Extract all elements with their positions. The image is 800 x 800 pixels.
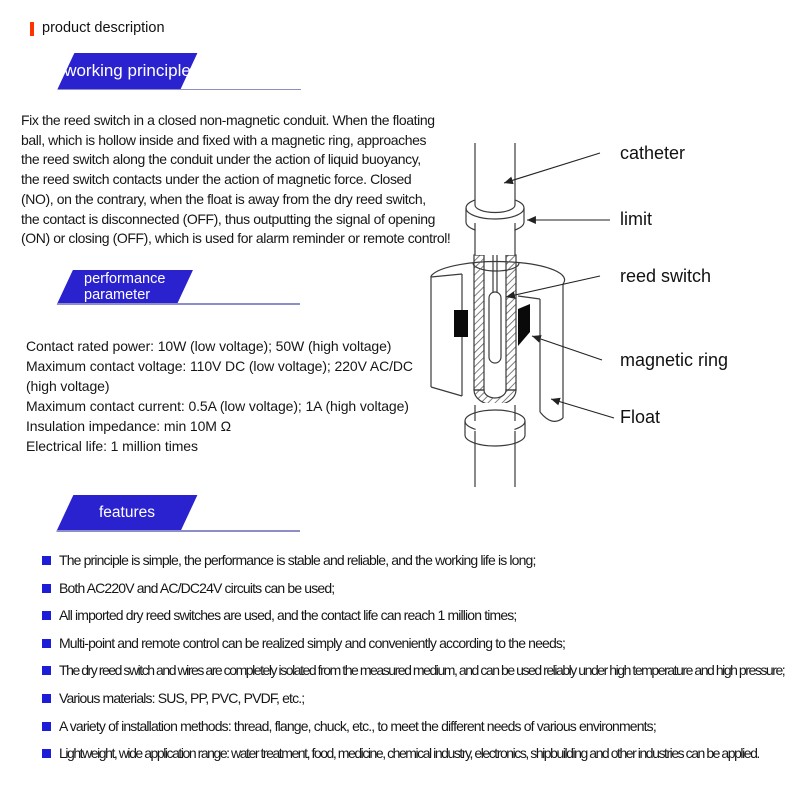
float-cutaway-drawing <box>431 143 565 487</box>
paragraph-line: the reed switch along the conduit under the action of liquid buoyancy, <box>21 151 421 168</box>
feature-text: Multi-point and remote control can be realized simply and conveniently according to the needs; <box>59 634 566 651</box>
blue-square-bullet-icon <box>42 611 51 620</box>
features-list <box>42 553 784 774</box>
feature-text: All imported dry reed switches are used, and the contact life can reach 1 million times; <box>59 607 517 624</box>
magnet-left <box>454 310 468 337</box>
list-item <box>42 581 784 596</box>
paragraph-line: ball, which is hollow inside and fixed with a magnetic ring, approaches <box>21 131 427 148</box>
parameter-line: Maximum contact current: 0.5A (low voltage); 1A (high voltage) <box>26 398 409 414</box>
performance-parameter-list <box>26 336 413 456</box>
catheter-tube-fill <box>475 143 515 205</box>
feature-text: Various materials: SUS, PP, PVC, PVDF, etc.; <box>59 689 305 706</box>
working-principle-banner-label: working principle <box>64 61 191 80</box>
parameter-line: Electrical life: 1 million times <box>26 438 198 454</box>
tube-fill <box>476 223 515 255</box>
blue-square-bullet-icon <box>42 584 51 593</box>
list-item <box>42 691 784 706</box>
blue-square-bullet-icon <box>42 694 51 703</box>
float-switch-diagram <box>430 135 800 495</box>
magnet-right <box>518 304 530 346</box>
blue-square-bullet-icon <box>42 722 51 731</box>
catheter-leader-line <box>504 153 600 183</box>
conduit-bottom <box>474 390 516 405</box>
feature-text: The principle is simple, the performance is stable and reliable, and the working life is long; <box>59 552 536 568</box>
parameter-line: (high voltage) <box>26 378 110 394</box>
tube-fill <box>476 427 515 487</box>
feature-text: Both AC220V and AC/DC24V circuits can be used; <box>59 579 335 596</box>
float-left-cut-top <box>431 274 462 277</box>
diagram-leader-lines <box>504 153 614 418</box>
blue-square-bullet-icon <box>42 639 51 648</box>
working-principle-paragraph <box>21 111 450 249</box>
conduit-wall-left <box>474 255 484 390</box>
paragraph-line: (NO), on the contrary, when the float is away from the dry reed switch, <box>21 190 426 207</box>
red-accent-bar-icon <box>30 22 34 36</box>
parameter-line: Contact rated power: 10W (low voltage); 50W (high voltage) <box>26 338 392 354</box>
float-cut-top-edge <box>518 296 540 299</box>
feature-text: A variety of installation methods: thread, flange, chuck, etc., to meet the different needs of various environments; <box>59 717 656 734</box>
page-title: product description <box>42 20 165 36</box>
features-banner-label: features <box>98 504 155 521</box>
blue-square-bullet-icon <box>42 556 51 565</box>
list-item <box>42 746 784 761</box>
list-item <box>42 719 784 734</box>
list-item <box>42 608 784 623</box>
float-top-rim <box>431 262 565 284</box>
parameter-line: Insulation impedance: min 10M Ω <box>26 418 232 434</box>
reed-switch-leader-line <box>506 276 600 297</box>
paragraph-line: Fix the reed switch in a closed non-magnetic conduit. When the floating <box>21 112 435 128</box>
feature-text: The dry reed switch and wires are completely isolated from the measured medium, and can be used reliably under high temperature and high pressure; <box>59 662 785 679</box>
blue-square-bullet-icon <box>42 666 51 675</box>
float-left-bottom-edge <box>431 387 462 396</box>
banner-label-line: performance <box>84 271 166 287</box>
page-header <box>30 20 165 36</box>
list-item <box>42 663 784 678</box>
features-underline <box>57 530 300 532</box>
list-item <box>42 636 784 651</box>
tube-fill <box>476 403 515 421</box>
conduit-wall-right <box>506 255 516 390</box>
working-principle-underline <box>58 89 301 91</box>
reed-switch-label: reed switch <box>620 266 712 286</box>
performance-parameter-underline <box>57 303 300 305</box>
banner-label-line: parameter <box>84 286 151 303</box>
feature-text: Lightweight, wide application range: water treatment, food, medicine, chemical industry, electronics, shipbuilding and other industries can be applied. <box>59 745 759 762</box>
float-leader-line <box>551 399 614 418</box>
paragraph-line: (ON) or closing (OFF), which is used for alarm reminder or remote control! <box>21 230 451 247</box>
reed-switch-capsule <box>489 292 501 363</box>
limit-label: limit <box>620 209 652 229</box>
float-bottom-arc <box>540 412 563 421</box>
paragraph-line: the reed switch contacts under the action of magnetic force. Closed <box>21 171 412 188</box>
list-item <box>42 553 784 568</box>
magnetic-ring-label: magnetic ring <box>620 350 729 370</box>
paragraph-line: the contact is disconnected (OFF), thus outputting the signal of opening <box>21 210 436 227</box>
float-label: Float <box>620 407 661 427</box>
catheter-label: catheter <box>620 143 686 163</box>
limit-collar-hole-arc <box>475 205 515 213</box>
performance-parameter-banner-label <box>84 272 165 303</box>
blue-square-bullet-icon <box>42 749 51 758</box>
magnetic-ring-leader-line <box>532 336 602 360</box>
parameter-line: Maximum contact voltage: 110V DC (low voltage); 220V AC/DC <box>26 358 413 374</box>
